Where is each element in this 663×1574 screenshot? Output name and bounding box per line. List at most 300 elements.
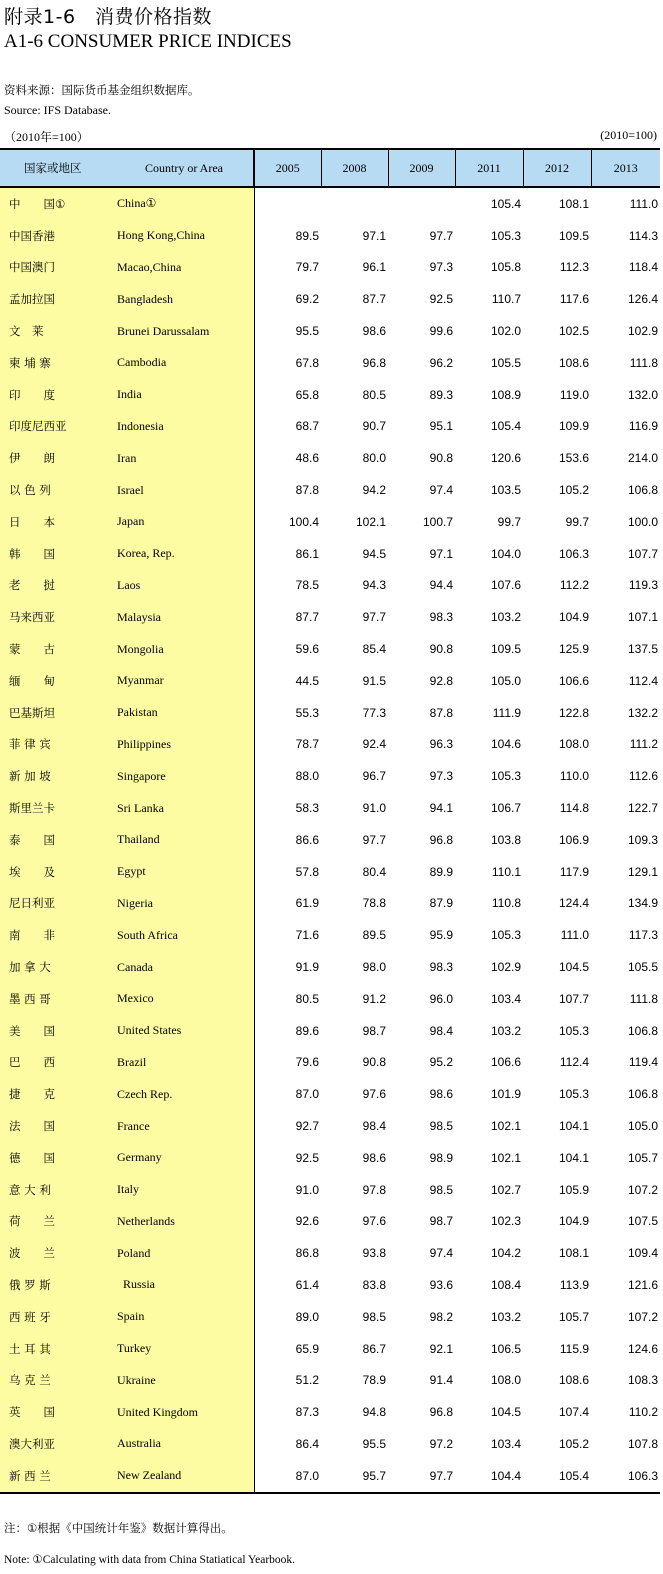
cpi-value-2011: 105.4 [490, 419, 521, 434]
cpi-value-2005: 91.9 [295, 960, 319, 975]
cpi-value-2009: 91.4 [429, 1373, 453, 1388]
cpi-value-2008: 97.6 [362, 1087, 386, 1102]
cpi-value-2011: 105.3 [490, 228, 521, 243]
table-row [0, 1237, 660, 1269]
cpi-value-2008: 80.4 [362, 864, 386, 879]
cpi-value-2013: 111.2 [629, 737, 658, 752]
header-year-2012: 2012 [523, 149, 591, 187]
country-name-cn: 土 耳 其 [0, 1333, 115, 1365]
cpi-value-2005: 92.7 [295, 1119, 319, 1133]
table-row [0, 1174, 660, 1206]
cpi-value-2009: 92.1 [429, 1341, 453, 1356]
country-name-cn: 法 国 [0, 1110, 115, 1142]
cpi-value-2013: 105.0 [627, 1119, 658, 1133]
cpi-value-2008: 80.5 [362, 387, 386, 402]
cpi-value-2008: 94.2 [362, 483, 386, 498]
cpi-value-2013: 116.9 [628, 419, 658, 434]
cpi-value-2013: 121.6 [627, 1277, 658, 1292]
cpi-value-2012: 104.1 [558, 1119, 589, 1133]
country-name-cn: 缅 甸 [0, 665, 115, 697]
header-year-2008: 2008 [321, 149, 388, 187]
country-name-en: Israel [115, 474, 254, 506]
cpi-value-2012: 119.0 [559, 387, 589, 402]
table-row [0, 538, 660, 570]
cpi-value-2012: 115.9 [559, 1341, 589, 1356]
cpi-value-2009: 93.6 [429, 1277, 453, 1292]
country-name-en: Spain [115, 1301, 254, 1333]
cpi-value-2009: 97.1 [429, 546, 453, 561]
cpi-value-2011: 103.5 [490, 483, 521, 498]
cpi-value-2012: 105.7 [558, 1309, 589, 1324]
cpi-value-2009: 98.5 [429, 1119, 453, 1133]
table-row [0, 1110, 660, 1142]
cpi-value-2008: 97.7 [362, 610, 386, 625]
table-row [0, 379, 660, 411]
cpi-value-2011: 102.1 [490, 1119, 521, 1133]
cpi-value-2005: 61.4 [295, 1277, 319, 1292]
cpi-value-2005: 92.6 [295, 1214, 319, 1229]
page-title-chinese: 附录1-6 消费价格指数 [4, 6, 213, 28]
cpi-value-2013: 100.0 [627, 514, 658, 529]
cpi-value-2013: 112.4 [628, 673, 658, 688]
cpi-value-2012: 107.4 [558, 1405, 589, 1420]
table-row [0, 1364, 660, 1396]
country-name-cn: 柬 埔 寨 [0, 347, 115, 379]
cpi-value-2013: 107.7 [627, 546, 658, 561]
header-country-cn: 国家或地区 [0, 149, 115, 187]
cpi-value-2009: 96.3 [429, 737, 453, 752]
country-name-cn: 尼日利亚 [0, 888, 115, 920]
cpi-value-2013: 114.3 [628, 228, 658, 243]
cpi-value-2009: 92.8 [429, 673, 453, 688]
cpi-value-2008: 90.7 [362, 419, 386, 434]
cpi-value-2009: 96.8 [429, 1405, 453, 1420]
cpi-table-container [0, 148, 660, 1494]
country-name-cn: 新 西 兰 [0, 1460, 115, 1493]
country-name-cn: 斯里兰卡 [0, 792, 115, 824]
cpi-value-2011: 106.7 [490, 801, 521, 816]
country-name-en: Germany [115, 1142, 254, 1174]
table-row [0, 570, 660, 602]
cpi-value-2008: 95.7 [321, 1460, 388, 1493]
cpi-value-2009: 97.7 [388, 1460, 455, 1493]
cpi-value-2011: 102.0 [490, 324, 521, 339]
cpi-value-2008: 83.8 [362, 1277, 386, 1292]
country-name-en: Malaysia [115, 601, 254, 633]
cpi-value-2012: 153.6 [558, 451, 589, 466]
cpi-value-2011: 103.8 [490, 832, 521, 847]
cpi-value-2008: 96.7 [362, 769, 386, 784]
country-name-en: South Africa [115, 919, 254, 951]
cpi-value-2011: 102.1 [490, 1150, 521, 1165]
cpi-value-2005: 89.5 [295, 228, 319, 243]
cpi-value-2013: 134.9 [627, 896, 658, 911]
cpi-value-2005: 78.7 [295, 737, 319, 752]
cpi-value-2012: 104.9 [558, 1214, 589, 1229]
unit-label-chinese: （2010年=100） [4, 130, 89, 144]
country-name-en: Philippines [115, 729, 254, 761]
country-name-cn: 意 大 利 [0, 1174, 115, 1206]
cpi-value-2008: 93.8 [362, 1246, 386, 1261]
table-row [0, 856, 660, 888]
header-year-2005: 2005 [254, 149, 321, 187]
cpi-value-2011: 104.4 [455, 1460, 523, 1493]
cpi-value-2012: 112.2 [559, 578, 589, 593]
cpi-value-2013: 118.4 [628, 260, 658, 275]
cpi-value-2005: 65.9 [295, 1341, 319, 1356]
country-name-en: Cambodia [115, 347, 254, 379]
cpi-value-2012: 105.2 [558, 483, 589, 498]
country-name-en: Bangladesh [115, 283, 254, 315]
cpi-value-2011: 102.7 [490, 1182, 521, 1197]
cpi-value-2008: 94.3 [362, 578, 386, 593]
cpi-value-2005: 44.5 [295, 673, 319, 688]
cpi-value-2011: 105.4 [490, 196, 521, 211]
table-row [0, 347, 660, 379]
cpi-value-2013: 107.1 [627, 610, 658, 625]
country-name-cn: 俄 罗 斯 [0, 1269, 115, 1301]
cpi-value-2008: 91.0 [362, 801, 386, 816]
table-row [0, 919, 660, 951]
cpi-value-2005: 67.8 [295, 355, 319, 370]
cpi-value-2008: 98.5 [362, 1309, 386, 1324]
country-name-cn: 印度尼西亚 [0, 411, 115, 443]
cpi-value-2012: 105.9 [558, 1182, 589, 1197]
country-name-cn: 文 莱 [0, 315, 115, 347]
cpi-value-2013: 119.3 [628, 578, 658, 593]
cpi-value-2011: 99.7 [497, 514, 521, 529]
cpi-value-2005: 80.5 [295, 991, 319, 1006]
cpi-value-2012: 106.6 [558, 673, 589, 688]
cpi-value-2013: 106.8 [627, 1087, 658, 1102]
country-name-en: Singapore [115, 760, 254, 792]
country-name-en: United Kingdom [115, 1396, 254, 1428]
country-name-cn: 美 国 [0, 1015, 115, 1047]
country-name-cn: 墨 西 哥 [0, 983, 115, 1015]
cpi-value-2005: 61.9 [295, 896, 319, 911]
table-row [0, 474, 660, 506]
cpi-value-2005: 59.6 [295, 642, 319, 657]
country-name-en: Poland [115, 1237, 254, 1269]
cpi-value-2008: 97.1 [362, 228, 386, 243]
cpi-value-2012: 125.9 [558, 642, 589, 657]
cpi-value-2012: 105.3 [558, 1023, 589, 1038]
cpi-value-2013: 106.8 [627, 483, 658, 498]
cpi-value-2011: 107.6 [490, 578, 521, 593]
cpi-value-2011: 105.5 [490, 355, 521, 370]
cpi-value-2011: 105.3 [490, 769, 521, 784]
cpi-value-2011: 102.9 [490, 960, 521, 975]
cpi-value-2012: 104.9 [558, 610, 589, 625]
table-row [0, 601, 660, 633]
cpi-value-2005: 100.4 [288, 514, 319, 529]
country-name-en: Egypt [115, 856, 254, 888]
cpi-value-2008: 94.5 [362, 546, 386, 561]
table-row [0, 315, 660, 347]
country-name-cn: 老 挝 [0, 570, 115, 602]
table-row [0, 1301, 660, 1333]
cpi-value-2013: 107.2 [627, 1182, 658, 1197]
table-row [0, 442, 660, 474]
source-note-chinese: 资料来源：国际货币基金组织数据库。 [4, 83, 200, 97]
table-row [0, 1333, 660, 1365]
cpi-value-2012: 124.4 [558, 896, 589, 911]
country-name-en: Myanmar [115, 665, 254, 697]
country-name-en: India [115, 379, 254, 411]
cpi-value-2012: 108.0 [558, 737, 589, 752]
table-body [0, 187, 660, 1493]
cpi-value-2012: 106.3 [558, 546, 589, 561]
table-row [0, 1396, 660, 1428]
cpi-value-2013: 119.4 [628, 1055, 658, 1070]
cpi-value-2012: 117.9 [559, 864, 589, 879]
cpi-value-2009: 90.8 [429, 451, 453, 466]
cpi-value-2011: 120.6 [490, 451, 521, 466]
cpi-value-2005: 87.8 [295, 483, 319, 498]
cpi-value-2005: 87.0 [295, 1087, 319, 1102]
table-row [0, 1206, 660, 1238]
country-name-cn: 伊 朗 [0, 442, 115, 474]
cpi-value-2009: 98.3 [429, 960, 453, 975]
cpi-value-2009: 98.9 [429, 1150, 453, 1165]
cpi-value-2012: 108.6 [558, 1373, 589, 1388]
cpi-value-2008 [321, 187, 388, 220]
country-name-en: Indonesia [115, 411, 254, 443]
cpi-value-2011: 104.2 [490, 1246, 521, 1261]
country-name-en: Laos [115, 570, 254, 602]
table-row [0, 792, 660, 824]
cpi-value-2005: 86.6 [295, 832, 319, 847]
country-name-en: United States [115, 1015, 254, 1047]
cpi-value-2013: 105.5 [627, 960, 658, 975]
cpi-value-2009: 97.4 [429, 483, 453, 498]
table-row [0, 252, 660, 284]
cpi-value-2013: 132.0 [627, 387, 658, 402]
cpi-value-2009: 98.7 [429, 1214, 453, 1229]
source-note-english: Source: IFS Database. [4, 103, 111, 117]
table-row [0, 633, 660, 665]
country-name-cn: 泰 国 [0, 824, 115, 856]
cpi-value-2008: 78.9 [362, 1373, 386, 1388]
cpi-value-2011: 110.8 [491, 896, 521, 911]
cpi-value-2005: 86.1 [295, 546, 319, 561]
cpi-value-2013: 106.3 [591, 1460, 660, 1493]
header-year-2013: 2013 [591, 149, 660, 187]
country-name-cn: 以 色 列 [0, 474, 115, 506]
country-name-cn: 孟加拉国 [0, 283, 115, 315]
cpi-value-2005: 86.8 [295, 1246, 319, 1261]
country-name-cn: 波 兰 [0, 1237, 115, 1269]
country-name-cn: 中国香港 [0, 220, 115, 252]
cpi-value-2008: 98.0 [362, 960, 386, 975]
table-row [0, 697, 660, 729]
cpi-value-2012: 99.7 [565, 514, 589, 529]
cpi-value-2012: 112.3 [559, 260, 589, 275]
table-row [0, 951, 660, 983]
cpi-value-2009: 95.9 [429, 928, 453, 943]
cpi-value-2013: 110.2 [628, 1405, 658, 1420]
cpi-value-2008: 96.1 [362, 260, 386, 275]
cpi-value-2011: 103.2 [490, 1023, 521, 1038]
country-name-cn: 中 国① [0, 187, 115, 220]
cpi-value-2012: 107.7 [558, 991, 589, 1006]
footnote-chinese: 注：①根据《中国统计年鉴》数据计算得出。 [4, 1521, 233, 1535]
cpi-value-2008: 89.5 [362, 928, 386, 943]
country-name-en: Australia [115, 1428, 254, 1460]
cpi-value-2013: 112.6 [628, 769, 658, 784]
country-name-en: China① [115, 187, 254, 220]
table-header-row [0, 149, 660, 187]
country-name-cn: 马来西亚 [0, 601, 115, 633]
cpi-value-2011: 103.2 [490, 1309, 521, 1324]
country-name-en: Brunei Darussalam [115, 315, 254, 347]
cpi-value-2009: 97.4 [429, 1246, 453, 1261]
country-name-cn: 荷 兰 [0, 1206, 115, 1238]
table-row [0, 187, 660, 220]
country-name-en: Italy [115, 1174, 254, 1206]
cpi-value-2011: 108.9 [490, 387, 521, 402]
country-name-en: Korea, Rep. [115, 538, 254, 570]
cpi-value-2013: 111.8 [629, 355, 658, 370]
cpi-value-2008: 98.6 [362, 324, 386, 339]
country-name-en: New Zealand [115, 1460, 254, 1493]
cpi-value-2011: 103.4 [490, 991, 521, 1006]
cpi-value-2013: 107.5 [627, 1214, 658, 1229]
cpi-value-2011: 106.5 [490, 1341, 521, 1356]
cpi-value-2012: 102.5 [558, 324, 589, 339]
cpi-value-2012: 109.9 [558, 419, 589, 434]
cpi-value-2012: 114.8 [559, 801, 589, 816]
table-row [0, 283, 660, 315]
cpi-value-2005: 48.6 [295, 451, 319, 466]
country-name-en: Iran [115, 442, 254, 474]
country-name-cn: 印 度 [0, 379, 115, 411]
cpi-value-2012: 105.3 [558, 1087, 589, 1102]
cpi-value-2011: 104.0 [490, 546, 521, 561]
cpi-value-2009 [388, 187, 455, 220]
cpi-value-2009: 96.2 [429, 355, 453, 370]
cpi-value-2012: 108.1 [558, 1246, 589, 1261]
table-row [0, 665, 660, 697]
cpi-value-2011: 109.5 [490, 642, 521, 657]
cpi-value-2013: 124.6 [627, 1341, 658, 1356]
cpi-value-2009: 96.0 [429, 991, 453, 1006]
country-name-en: Canada [115, 951, 254, 983]
cpi-value-2013: 109.3 [627, 832, 658, 847]
cpi-value-2013: 117.3 [628, 928, 658, 943]
country-name-cn: 乌 克 兰 [0, 1364, 115, 1396]
cpi-value-2009: 87.9 [429, 896, 453, 911]
cpi-value-2005: 87.0 [254, 1460, 321, 1493]
cpi-value-2009: 97.7 [429, 228, 453, 243]
country-name-en: Turkey [115, 1333, 254, 1365]
cpi-value-2012: 104.5 [558, 960, 589, 975]
table-row [0, 1142, 660, 1174]
cpi-value-2005: 71.6 [295, 928, 319, 943]
table-row [0, 1460, 660, 1493]
country-name-cn: 埃 及 [0, 856, 115, 888]
country-name-en: Thailand [115, 824, 254, 856]
cpi-value-2012: 104.1 [558, 1150, 589, 1165]
cpi-value-2008: 80.0 [362, 451, 386, 466]
cpi-value-2008: 98.6 [362, 1150, 386, 1165]
country-name-cn: 新 加 坡 [0, 760, 115, 792]
cpi-value-2008: 102.1 [355, 514, 386, 529]
country-name-cn: 巴基斯坦 [0, 697, 115, 729]
cpi-value-2005: 91.0 [295, 1182, 319, 1197]
cpi-value-2012: 105.2 [558, 1436, 589, 1451]
cpi-value-2011: 105.3 [490, 928, 521, 943]
cpi-value-2009: 89.9 [429, 864, 453, 879]
cpi-value-2011: 105.8 [490, 260, 521, 275]
cpi-value-2013: 107.2 [627, 1309, 658, 1324]
cpi-value-2009: 95.1 [429, 419, 453, 434]
country-name-cn: 英 国 [0, 1396, 115, 1428]
country-name-en: Nigeria [115, 888, 254, 920]
country-name-en: Macao,China [115, 252, 254, 284]
cpi-value-2011: 110.1 [491, 864, 521, 879]
country-name-en: Mexico [115, 983, 254, 1015]
cpi-value-2012: 122.8 [558, 705, 589, 720]
country-name-cn: 加 拿 大 [0, 951, 115, 983]
country-name-cn: 澳大利亚 [0, 1428, 115, 1460]
unit-label-english: (2010=100) [600, 128, 657, 142]
cpi-value-2013: 102.9 [627, 324, 658, 339]
cpi-value-2009: 89.3 [429, 387, 453, 402]
cpi-value-2013: 107.8 [627, 1436, 658, 1451]
country-name-cn: 韩 国 [0, 538, 115, 570]
cpi-value-2005: 57.8 [295, 864, 319, 879]
cpi-value-2008: 94.8 [362, 1405, 386, 1420]
cpi-value-2005: 51.2 [295, 1373, 319, 1388]
cpi-value-2008: 95.5 [362, 1436, 386, 1451]
cpi-value-2009: 100.7 [422, 514, 453, 529]
table-row [0, 1015, 660, 1047]
cpi-value-2008: 90.8 [362, 1055, 386, 1070]
page-title-english: A1-6 CONSUMER PRICE INDICES [4, 31, 292, 52]
cpi-value-2011: 103.4 [490, 1436, 521, 1451]
cpi-value-2012: 110.0 [559, 769, 589, 784]
cpi-value-2013: 108.3 [627, 1373, 658, 1388]
cpi-value-2009: 98.4 [429, 1023, 453, 1038]
table-row [0, 1269, 660, 1301]
table-row [0, 506, 660, 538]
cpi-value-2012: 117.6 [559, 292, 589, 307]
table-row [0, 729, 660, 761]
country-name-cn: 捷 克 [0, 1078, 115, 1110]
cpi-value-2013: 122.7 [627, 801, 658, 816]
cpi-value-2013: 106.8 [627, 1023, 658, 1038]
cpi-value-2009: 97.2 [429, 1436, 453, 1451]
cpi-value-2011: 110.7 [491, 292, 521, 307]
cpi-value-2008: 77.3 [362, 705, 386, 720]
country-name-cn: 巴 西 [0, 1047, 115, 1079]
cpi-value-2013: 111.0 [629, 196, 658, 211]
table-row [0, 760, 660, 792]
cpi-value-2005: 79.7 [295, 260, 319, 275]
country-name-en: Netherlands [115, 1206, 254, 1238]
cpi-value-2009: 94.1 [429, 801, 453, 816]
cpi-value-2011: 104.6 [490, 737, 521, 752]
cpi-value-2012: 106.9 [558, 832, 589, 847]
cpi-value-2008: 96.8 [362, 355, 386, 370]
cpi-value-2009: 94.4 [429, 578, 453, 593]
cpi-value-2012: 105.4 [523, 1460, 591, 1493]
country-name-cn: 西 班 牙 [0, 1301, 115, 1333]
country-name-cn: 德 国 [0, 1142, 115, 1174]
cpi-value-2005: 87.3 [295, 1405, 319, 1420]
header-year-2011: 2011 [455, 149, 523, 187]
